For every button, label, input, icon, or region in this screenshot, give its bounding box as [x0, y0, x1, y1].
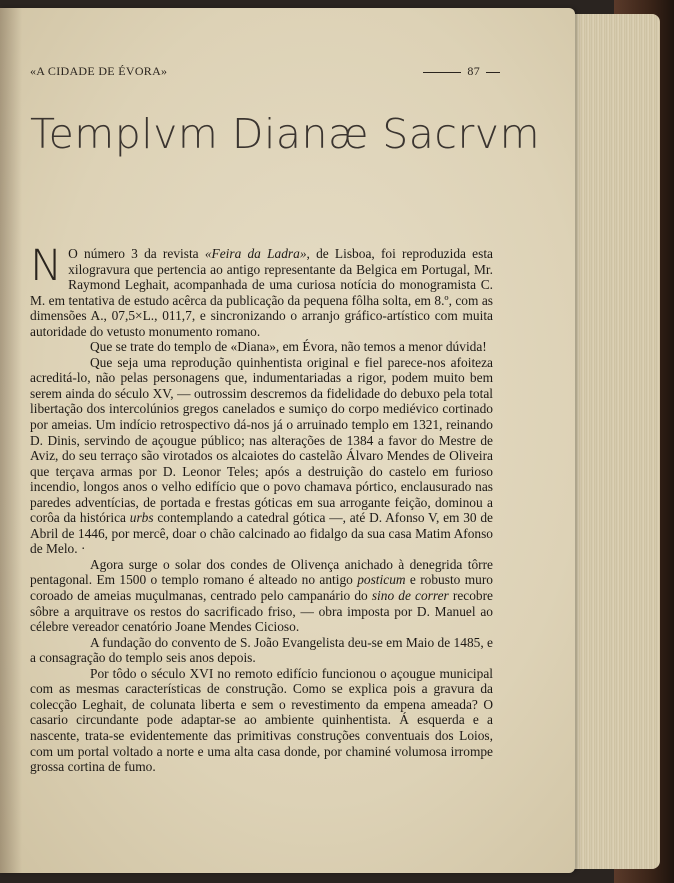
- paragraph-6: Por tôdo o século XVI no remoto edifício funcionou o açougue municipal com as mesmas características de construção. Como se explica pois a gravura da colecção Leghait, de colunata liberta e sem o revestimento da empena ameada? O casario circundante pode adaptar-se ao ambiente quinhentista. Á esquerda e a nascente, trata-se evidentemente das primitivas construções conventuais dos Loios, com um portal voltado a norte e uma alta casa donde, por chaminé volumosa irrompe grossa cortina de fumo.: [30, 665, 493, 775]
- magazine-name: «Feira da Ladra»: [204, 246, 307, 261]
- paragraph-2: Que se trate do templo de «Diana», em Évora, não temos a menor dúvida!: [90, 339, 487, 355]
- paragraph-4-text-a: Agora surge o solar dos condes de Olivença anichado à denegrida tôrre pentagonal. Em 1500 o templo romano é alteado no antigo: [30, 556, 493, 588]
- drop-cap: N: [30, 241, 63, 291]
- paragraph-1-text-a: O número 3 da revista: [68, 246, 205, 261]
- article-body: [30, 241, 493, 775]
- page-header: [30, 64, 500, 84]
- page-number: 87: [423, 64, 500, 79]
- paragraph-3: [30, 355, 493, 557]
- paragraph-4-emphasis-2: sino de correr: [371, 588, 449, 604]
- running-title: «A CIDADE DE ÉVORA»: [30, 64, 168, 78]
- paragraph-4: [30, 557, 493, 635]
- paragraph-1: [30, 241, 493, 339]
- paragraph-4-text-c: recobre sôbre a arquitrave os restos do sacrificado friso, — obra imposta por D. Manuel ao célebre vereador cenatório Joane Mendes Cicioso.: [30, 588, 493, 635]
- paragraph-5: A fundação do convento de S. João Evangelista deu-se em Maio de 1485, e a consagração do templo seis anos depois.: [30, 634, 493, 666]
- paragraph-3-emphasis: urbs: [129, 510, 154, 526]
- paragraph-3-text-b: contemplando a catedral gótica —, até D. Afonso V, em 30 de Abril de 1446, por mercê, doar o chão calcinado ao fidalgo da sua casa Matim Afonso de Melo. ·: [30, 510, 493, 557]
- book-page: [0, 8, 575, 873]
- paragraph-4-text-b: e robusto muro coroado de ameias muçulmanas, centrado pelo campanário do: [30, 572, 493, 604]
- page-edges: [560, 14, 660, 869]
- paragraph-4-emphasis-1: posticum: [357, 572, 406, 588]
- paragraph-3-text-a: Que seja uma reprodução quinhentista original e fiel parece-nos afoiteza acreditá-lo, não pelas personagens que, indumentariadas a rigor, podem muito bem serem ainda do século XV, — outrossim descremos da fidelidade do debuxo pela total libertação dos intercolúnios gregos canelados e sumiço do corpo mediévico cortinado por ameias. Um indício retrospectivo dá-nos já o arruinado templo em 1321, reinando D. Dinis, servindo de açougue público; nas alterações de 1384 a favor do Mestre de Aviz, do seu terraço são virotados os alcaiotes do castelão Álvaro Mendes de Oliveira que terçava armas por D. Leonor Teles; após a destruição do castelo em furioso incendio, longos anos o velho edifício que o povo chamava pórtico, enclausurado nas paredes adventícias, de portada e frestas góticas em sua arrogante feição, dominou a corôa da histórica: [30, 354, 493, 526]
- paragraph-1-text-b: , de Lisboa, foi reproduzida esta xilogravura que pertencia ao antigo representante da Belgica em Portugal, Mr. Raymond Leghait, acompanhada de uma curiosa notícia do monogramista C. M. em tentativa de estudo acêrca da publicação da pequena fôlha solta, em 8.º, com as dimensões A., 07,5×L., 011,7, e sincronizando o arranjo gráfico-artístico com muita autoridade do vetusto monumento romano.: [30, 246, 493, 339]
- article-title: Templvm Dianæ Sacrvm: [30, 110, 541, 158]
